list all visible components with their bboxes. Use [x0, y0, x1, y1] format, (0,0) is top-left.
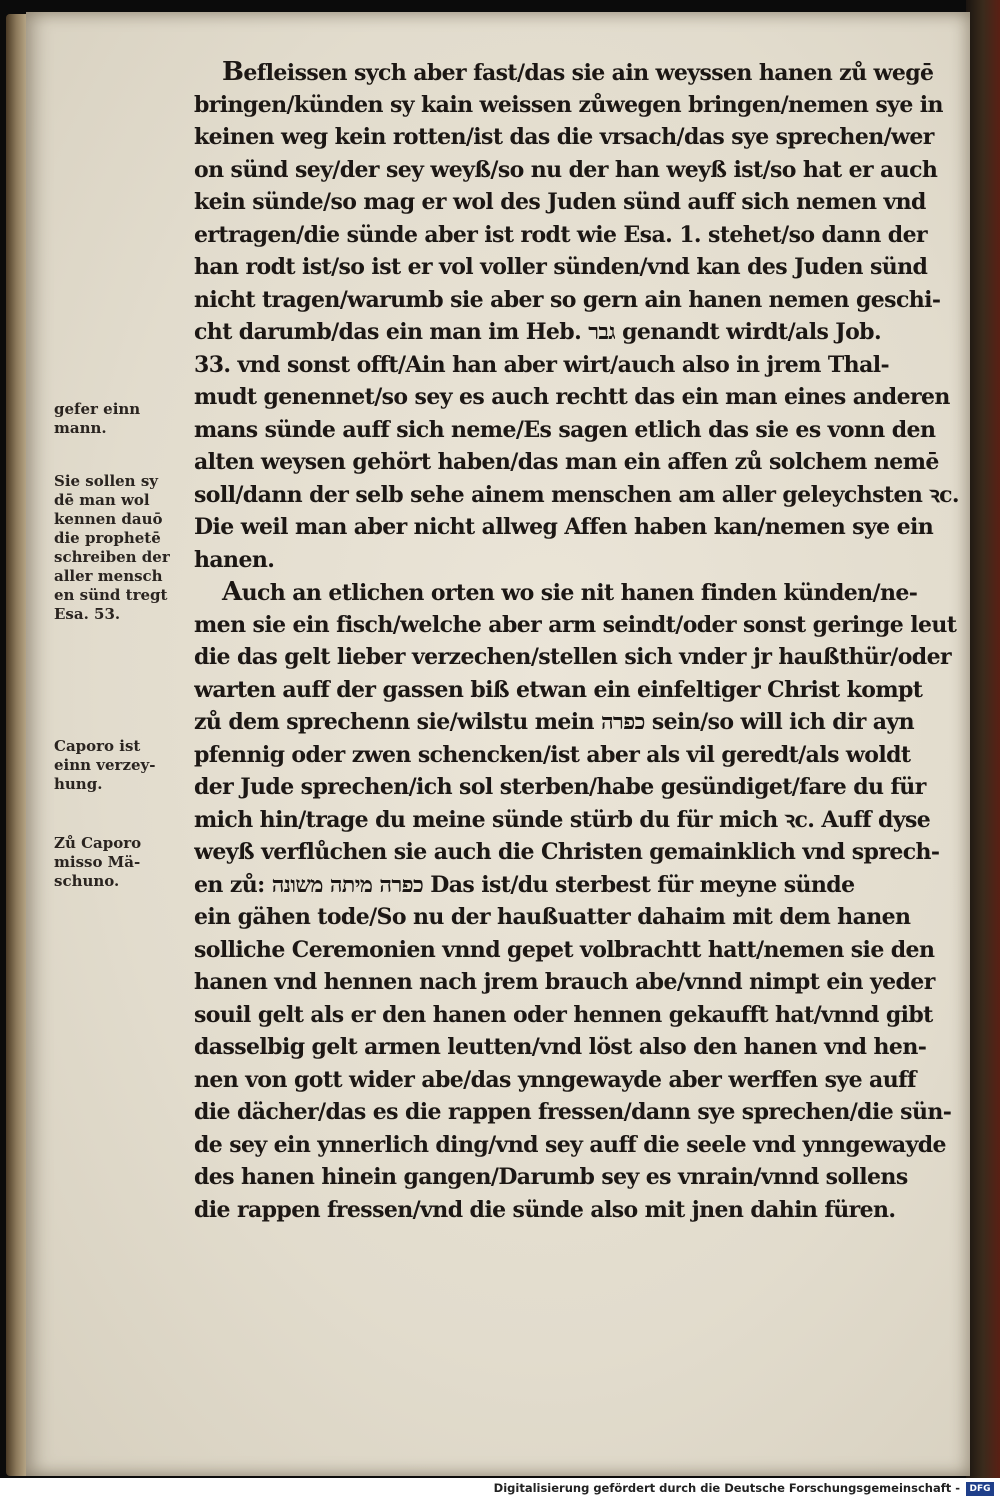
- text-line: mans sünde auff sich neme/Es sagen etlich das sie es vonn den: [194, 416, 936, 443]
- text-line: han rodt ist/so ist er vol voller sünden/vnd kan des Juden sünd: [194, 254, 928, 280]
- margin-note: Sie sollen sy dē man wol kennen dauō die prophetē schreiben der aller mensch en sünd tregt Esa. 53.: [54, 472, 170, 623]
- text-line: warten auff der gassen biß etwan ein einfeltiger Christ kompt: [194, 676, 923, 703]
- book-page: [26, 12, 970, 1476]
- funding-notice: Digitalisierung gefördert durch die Deutsche Forschungsgemeinschaft -: [493, 1481, 960, 1495]
- text-line: ertragen/die sünde aber ist rodt wie Esa. 1. stehet/so dann der: [194, 221, 927, 248]
- text-line: hanen.: [194, 546, 275, 573]
- text-line: hanen vnd hennen nach jrem brauch abe/vnnd nimpt ein yeder: [194, 969, 935, 995]
- text-line: kein sünde/so mag er wol des Juden sünd auff sich nemen vnd: [194, 189, 926, 215]
- text-line: weyß verflůchen sie auch die Christen gemainklich vnd sprech-: [194, 839, 940, 865]
- text-line: 33. vnd sonst offt/Ain han aber wirt/auch also in jrem Thal-: [194, 351, 890, 378]
- text-line: mudt genennet/so sey es auch rechtt das ein man eines anderen: [194, 384, 950, 410]
- margin-note: Zů Caporo misso Mä- schuno.: [54, 834, 142, 890]
- text-line: de sey ein ynnerlich ding/vnd sey auff die seele vnd ynngewayde: [194, 1131, 946, 1158]
- dfg-logo: DFG: [966, 1482, 994, 1496]
- text-line: keinen weg kein rotten/ist das die vrsach/das sye sprechen/wer: [194, 124, 934, 150]
- text-line: nen von gott wider abe/das ynngewayde aber werffen sye auff: [194, 1066, 916, 1093]
- text-line: on sünd sey/der sey weyß/so nu der han weyß ist/so hat er auch: [194, 156, 938, 183]
- margin-note: gefer einn mann.: [54, 400, 141, 437]
- text-line: des hanen hinein gangen/Darumb sey es vnrain/vnnd sollens: [194, 1164, 908, 1190]
- text-line: nicht tragen/warumb sie aber so gern ain hanen nemen geschi-: [194, 286, 941, 313]
- text-line: die das gelt lieber verzechen/stellen sich vnder jr haußthür/oder: [194, 644, 951, 670]
- text-line: alten weysen gehört haben/das man ein affen zů solchem nemē: [194, 449, 939, 475]
- text-line: men sie ein fisch/welche aber arm seindt/oder sonst geringe leut: [194, 611, 957, 638]
- text-line: die dächer/das es die rappen fressen/dann sye sprechen/die sün-: [194, 1099, 952, 1125]
- text-line: soll/dann der selb sehe ainem menschen am aller geleychsten ꝛc.: [194, 481, 959, 508]
- main-text-block: [194, 56, 984, 1226]
- text-line: dasselbig gelt armen leutten/vnd löst also den hanen vnd hen-: [194, 1034, 927, 1060]
- text-line: mich hin/trage du meine sünde stürb du für mich ꝛc. Auff dyse: [194, 806, 931, 833]
- text-line: Befleissen sych aber fast/das sie ain weyssen hanen zů wegē: [222, 57, 934, 87]
- text-line: en zů: כפרה מיתה משונה Das ist/du sterbest für meyne sünde: [194, 871, 855, 898]
- text-line: die rappen fressen/vnd die sünde also mit jnen dahin füren.: [194, 1196, 896, 1223]
- text-line: zů dem sprechenn sie/wilstu mein כפרה sein/so will ich dir ayn: [194, 709, 915, 735]
- text-line: ein gähen tode/So nu der haußuatter dahaim mit dem hanen: [194, 904, 911, 930]
- text-line: pfennig oder zwen schencken/ist aber als vil geredt/als woldt: [194, 741, 911, 768]
- text-line: Die weil man aber nicht allweg Affen haben kan/nemen sye ein: [194, 514, 934, 540]
- text-line: souil gelt als er den hanen oder hennen gekaufft hat/vnnd gibt: [194, 1001, 933, 1028]
- text-line: solliche Ceremonien vnnd gepet volbrachtt hatt/nemen sie den: [194, 936, 935, 963]
- text-line: Auch an etlichen orten wo sie nit hanen finden künden/ne-: [222, 577, 918, 607]
- footer-bar: [0, 1478, 1000, 1500]
- margin-note: Caporo ist einn verzey- hung.: [54, 737, 156, 793]
- text-line: bringen/künden sy kain weissen zůwegen bringen/nemen sye in: [194, 91, 943, 118]
- text-line: cht darumb/das ein man im Heb. גבר genandt wirdt/als Job.: [194, 319, 882, 345]
- text-line: der Jude sprechen/ich sol sterben/habe gesündiget/fare du für: [194, 774, 926, 800]
